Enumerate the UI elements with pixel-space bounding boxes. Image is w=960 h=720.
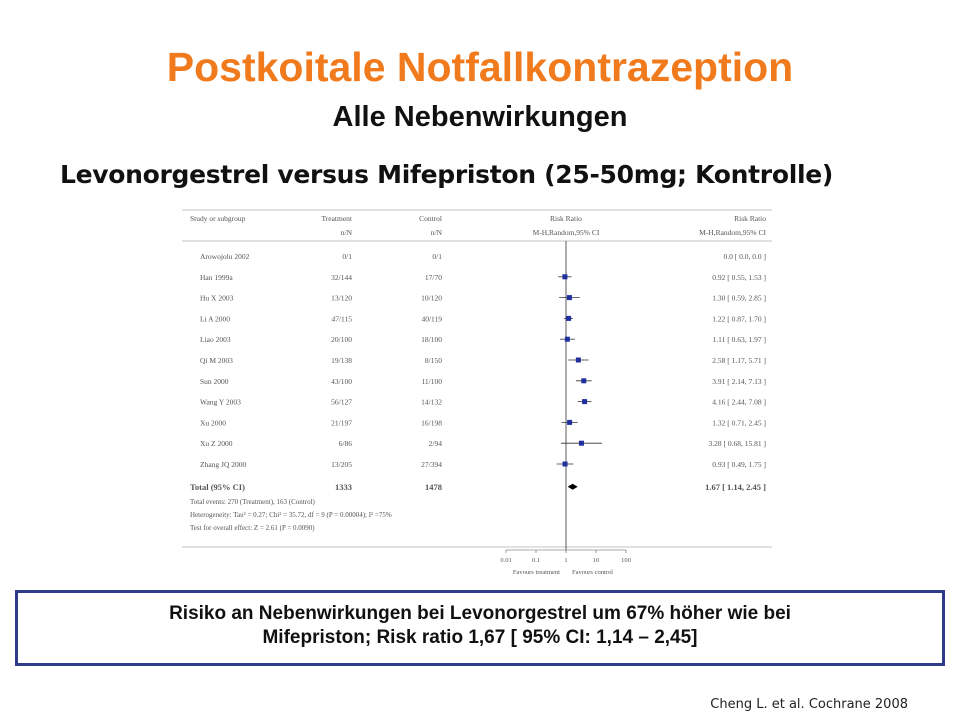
study-control: 8/150 [424,356,442,365]
forest-plot-svg [176,205,784,587]
study-control: 16/198 [421,418,442,428]
header-study: Study or subgroup [190,214,246,223]
forest-plot [176,205,784,587]
comparison-heading: Levonorgestrel versus Mifepriston (25-50mg; Kontrolle) [60,160,834,189]
citation: Cheng L. et al. Cochrane 2008 [710,697,908,712]
header-treatment-sub: n/N [340,228,352,237]
study-control: 2/94 [428,439,442,449]
study-treatment: 21/197 [331,418,352,428]
study-marker [562,274,567,279]
study-control: 17/70 [424,272,442,282]
x-axis-tick-label: 100 [621,557,631,564]
study-treatment: 6/86 [338,439,352,449]
summary-callout [15,590,945,666]
study-name: Xu 2000 [200,418,227,428]
header-plot: Risk Ratio [550,214,582,223]
study-name: Wang Y 2003 [200,397,241,407]
study-treatment: 13/205 [331,460,352,469]
study-name: Arowojolu 2002 [200,252,250,261]
x-axis-tick-label: 1 [564,557,568,564]
study-treatment: 19/138 [331,356,352,365]
header-control: Control [419,214,442,223]
footnote: Heterogeneity: Tau² = 0.27; Chi² = 35.72, df = 9 (P = 0.00004); I² =75% [190,510,392,519]
study-treatment: 56/127 [331,397,352,407]
study-name: Li A 2000 [200,314,231,324]
study-marker [582,399,587,404]
x-axis-tick-label: 0.1 [531,557,541,564]
header-control-sub: n/N [430,228,442,237]
study-treatment: 47/115 [331,314,352,324]
study-name: Liao 2003 [200,335,231,345]
study-ratio: 2.58 [ 1.17, 5.71 ] [712,356,766,365]
study-ratio: 0.0 [ 0.0, 0.0 ] [723,252,766,261]
x-axis-tick-label: 0.01 [500,557,512,564]
header-ratio: Risk Ratio [734,214,766,223]
total-name: Total (95% CI) [190,481,245,492]
study-name: Qi M 2003 [200,356,233,365]
study-ratio: 3.28 [ 0.68, 15.81 ] [708,439,766,449]
study-name: Hu X 2003 [200,293,234,303]
study-ratio: 3.91 [ 2.14, 7.13 ] [712,376,766,386]
total-treatment: 1333 [335,481,352,492]
study-marker [581,378,586,383]
total-diamond [568,484,578,490]
study-name: Han 1999a [200,272,233,282]
study-name: Xu Z 2000 [200,439,233,449]
study-control: 18/100 [421,335,442,345]
header-treatment: Treatment [321,214,352,223]
study-ratio: 0.93 [ 0.49, 1.75 ] [712,460,766,469]
study-marker [565,337,570,342]
study-marker [567,420,572,425]
study-ratio: 1.11 [ 0.63, 1.97 ] [712,335,766,345]
study-marker [576,358,581,363]
study-control: 27/394 [421,460,442,469]
header-ratio-sub: M-H,Random,95% CI [699,228,766,237]
study-treatment: 32/144 [331,272,352,282]
study-marker [579,441,584,446]
study-control: 14/132 [421,397,442,407]
footnote: Total events: 270 (Treatment), 163 (Control) [190,497,315,506]
study-ratio: 0.92 [ 0.55, 1.53 ] [712,272,766,282]
header-plot-sub: M-H,Random,95% CI [532,228,600,237]
study-control: 11/100 [421,376,442,386]
study-control: 40/119 [421,314,442,324]
study-ratio: 4.16 [ 2.44, 7.08 ] [712,397,766,407]
slide-title: Postkoitale Notfallkontrazeption [166,44,794,90]
study-ratio: 1.22 [ 0.87, 1.70 ] [712,314,766,324]
slide-subtitle: Alle Nebenwirkungen [332,101,628,133]
study-control: 0/1 [432,252,442,261]
study-marker [566,316,571,321]
study-name: Zhang JQ 2000 [200,460,247,469]
callout-line-2: Mifepriston; Risk ratio 1,67 [ 95% CI: 1,14 – 2,45] [262,627,698,648]
study-ratio: 1.32 [ 0.71, 2.45 ] [712,418,766,428]
favours-control-label: Favours control [572,569,613,576]
study-treatment: 20/100 [331,335,352,345]
study-treatment: 43/100 [331,376,352,386]
study-name: Sun 2000 [200,376,229,386]
favours-treatment-label: Favours treatment [512,569,560,576]
study-marker [563,462,568,467]
callout-line-1: Risiko an Nebenwirkungen bei Levonorgestrel um 67% höher wie bei [169,603,791,624]
total-control: 1478 [425,481,442,492]
x-axis-tick-label: 10 [592,557,600,564]
study-marker [567,295,572,300]
total-ratio: 1.67 [ 1.14, 2.45 ] [705,481,766,492]
footnote: Test for overall effect: Z = 2.61 (P = 0.0090) [190,523,315,532]
study-treatment: 0/1 [342,252,352,261]
study-control: 10/120 [421,293,442,303]
study-treatment: 13/120 [331,293,352,303]
study-ratio: 1.30 [ 0.59, 2.85 ] [712,293,766,303]
